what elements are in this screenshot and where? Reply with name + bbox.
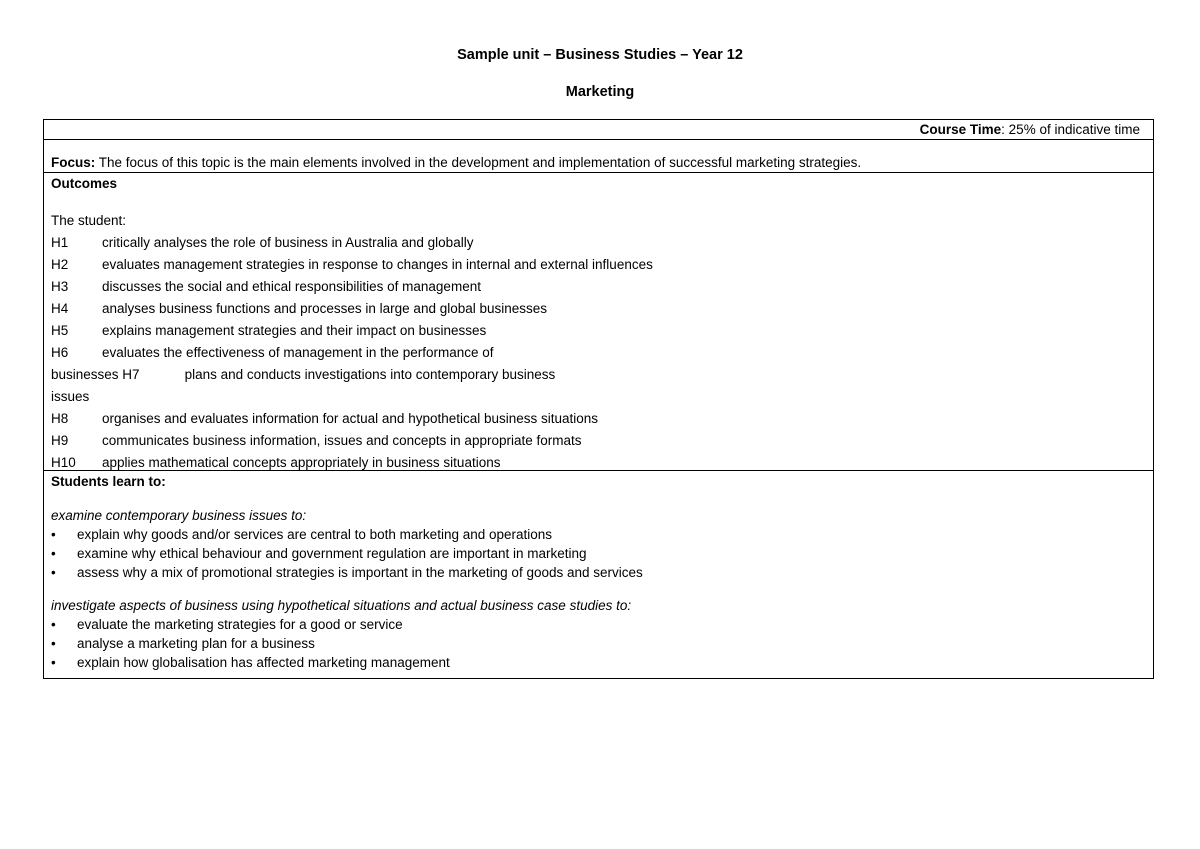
students-learn-row [44, 470, 1153, 678]
list-item: • analyse a marketing plan for a business [51, 636, 315, 651]
page-title: Sample unit – Business Studies – Year 12 [457, 47, 743, 63]
unit-table [43, 119, 1154, 679]
outcome-h7-wrap: issues [51, 389, 90, 404]
outcomes-heading: Outcomes [51, 176, 118, 191]
bullet-icon: • [51, 565, 56, 580]
outcome-code: H2 [51, 257, 69, 272]
outcome-code: H5 [51, 323, 69, 338]
outcomes-row [44, 172, 1153, 470]
outcome-item [51, 408, 1146, 430]
outcome-code: H9 [51, 433, 69, 448]
learn-group-intro: examine contemporary business issues to: [51, 508, 307, 523]
outcome-text: evaluates the effectiveness of management in the performance of [102, 345, 494, 360]
list-item: • assess why a mix of promotional strategies is important in the marketing of goods and services [51, 565, 643, 580]
learn-group-intro: investigate aspects of business using hypothetical situations and actual business case studies to: [51, 598, 632, 613]
outcome-h7-prefix: businesses H7 [51, 367, 140, 382]
outcome-code: H8 [51, 411, 69, 426]
course-time-label: Course Time [919, 122, 1002, 137]
outcome-text: applies mathematical concepts appropriately in business situations [102, 455, 501, 470]
outcome-item [51, 276, 1146, 298]
page-subtitle: Marketing [565, 84, 635, 100]
outcome-text: organises and evaluates information for actual and hypothetical business situations [102, 411, 599, 426]
focus-row [44, 139, 1153, 172]
list-item: • explain how globalisation has affected marketing management [51, 655, 450, 670]
outcome-item [51, 298, 1146, 320]
outcome-code: H4 [51, 301, 69, 316]
outcome-text: discusses the social and ethical responsibilities of management [102, 279, 481, 294]
outcome-h7-text: plans and conducts investigations into contemporary business [184, 367, 556, 382]
outcome-item [51, 254, 1146, 276]
list-item: • explain why goods and/or services are central to both marketing and operations [51, 527, 553, 542]
bullet-icon: • [51, 655, 56, 670]
bullet-icon: • [51, 636, 56, 651]
outcome-text: communicates business information, issues and concepts in appropriate formats [102, 433, 582, 448]
list-item: • evaluate the marketing strategies for a good or service [51, 617, 403, 632]
outcome-item [51, 342, 1146, 364]
outcome-text: critically analyses the role of business in Australia and globally [102, 235, 474, 250]
list-item: • examine why ethical behaviour and government regulation are important in marketing [51, 546, 587, 561]
outcome-item [51, 232, 1146, 254]
outcome-code: H3 [51, 279, 69, 294]
outcome-text: evaluates management strategies in response to changes in internal and external influences [102, 257, 653, 272]
bullet-icon: • [51, 527, 56, 542]
focus-label: Focus: [51, 155, 96, 170]
outcome-item [51, 320, 1146, 342]
outcome-code: H10 [51, 455, 76, 470]
outcome-text: analyses business functions and processes in large and global businesses [102, 301, 548, 316]
outcomes-intro: The student: [51, 213, 127, 228]
outcome-code: H1 [51, 235, 69, 250]
students-learn-heading: Students learn to: [51, 474, 166, 489]
outcome-code: H6 [51, 345, 69, 360]
outcome-item-h7 [51, 364, 1146, 386]
bullet-icon: • [51, 546, 56, 561]
outcome-item [51, 430, 1146, 452]
outcome-text: explains management strategies and their impact on businesses [102, 323, 487, 338]
bullet-icon: • [51, 617, 56, 632]
focus-text: The focus of this topic is the main elements involved in the development and implementation of successful marketing strategies. [95, 155, 862, 170]
course-time-row [44, 120, 1153, 139]
course-time-value: : 25% of indicative time [1001, 122, 1140, 137]
